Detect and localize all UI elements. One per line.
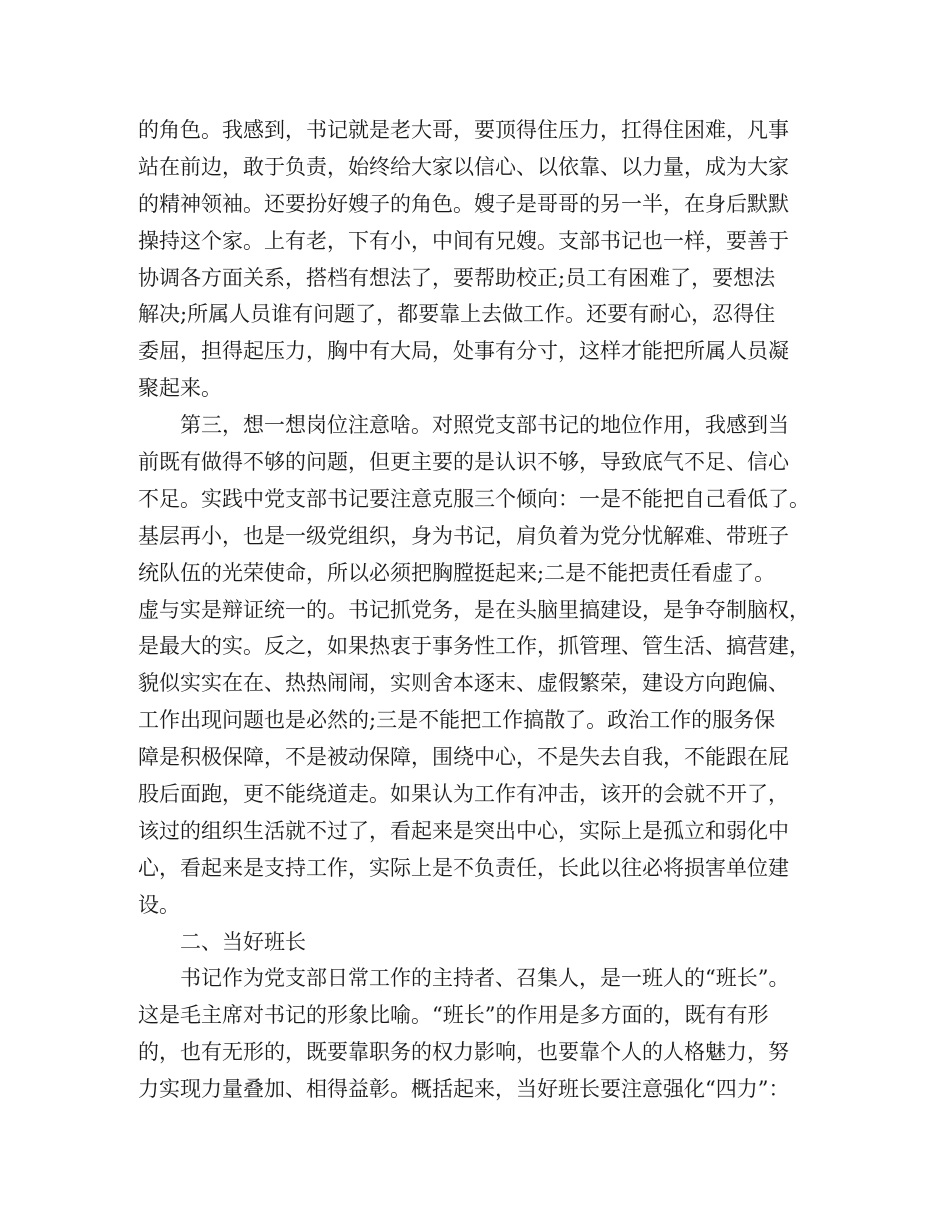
- text-line: 的精神领袖。还要扮好嫂子的角色。嫂子是哥哥的另一半，在身后默默: [138, 191, 789, 216]
- text-line: 股后面跑，更不能绕道走。如果认为工作有冲击，该开的会就不开了，: [138, 782, 789, 807]
- text-line: 该过的组织生活就不过了，看起来是突出中心，实际上是孤立和弱化中: [138, 818, 789, 843]
- text-line: 不足。实践中党支部书记要注意克服三个倾向：一是不能把自己看低了。: [138, 486, 810, 511]
- text-line: 这是毛主席对书记的形象比喻。“班长”的作用是多方面的，既有有形: [138, 1003, 769, 1028]
- text-line: 聚起来。: [138, 376, 222, 401]
- section-heading: 二、当好班长: [180, 929, 306, 954]
- text-line: 力实现力量叠加、相得益彰。概括起来，当好班长要注意强化“四力”：: [138, 1077, 790, 1102]
- text-line: 虚与实是辩证统一的。书记抓党务，是在头脑里搞建设，是争夺制脑权，: [138, 597, 810, 622]
- text-line: 操持这个家。上有老，下有小，中间有兄嫂。支部书记也一样，要善于: [138, 228, 789, 253]
- text-line: 心，看起来是支持工作，实际上是不负责任，长此以往必将损害单位建: [138, 855, 789, 880]
- text-line: 前既有做得不够的问题，但更主要的是认识不够，导致底气不足、信心: [138, 450, 789, 475]
- text-line: 的，也有无形的，既要靠职务的权力影响，也要靠个人的人格魅力，努: [138, 1040, 789, 1065]
- text-line: 是最大的实。反之，如果热衷于事务性工作，抓管理、管生活、搞营建，: [138, 634, 810, 659]
- text-line: 基层再小，也是一级党组织，身为书记，肩负着为党分忧解难、带班子: [138, 523, 789, 548]
- text-line: 障是积极保障，不是被动保障，围绕中心，不是失去自我，不能跟在屁: [138, 745, 789, 770]
- text-line: 委屈，担得起压力，胸中有大局，处事有分寸，这样才能把所属人员凝: [138, 339, 789, 364]
- text-line: 站在前边，敢于负责，始终给大家以信心、以依靠、以力量，成为大家: [138, 154, 789, 179]
- text-line: 工作出现问题也是必然的;三是不能把工作搞散了。政治工作的服务保: [138, 708, 776, 733]
- text-line: 解决;所属人员谁有问题了，都要靠上去做工作。还要有耐心，忍得住: [138, 302, 776, 327]
- paragraph-first-line: 书记作为党支部日常工作的主持者、召集人，是一班人的“班长”。: [180, 966, 790, 991]
- document-body: [138, 112, 828, 1108]
- text-line: 协调各方面关系，搭档有想法了，要帮助校正;员工有困难了，要想法: [138, 265, 776, 290]
- text-line: 的角色。我感到，书记就是老大哥，要顶得住压力，扛得住困难，凡事: [138, 118, 789, 142]
- text-line: 统队伍的光荣使命，所以必须把胸膛挺起来;二是不能把责任看虚了。: [138, 560, 776, 585]
- text-line: 设。: [138, 892, 180, 917]
- text-line: 貌似实实在在、热热闹闹，实则舍本逐末、虚假繁荣，建设方向跑偏、: [138, 671, 789, 696]
- paragraph-first-line: 第三，想一想岗位注意啥。对照党支部书记的地位作用，我感到当: [180, 413, 789, 438]
